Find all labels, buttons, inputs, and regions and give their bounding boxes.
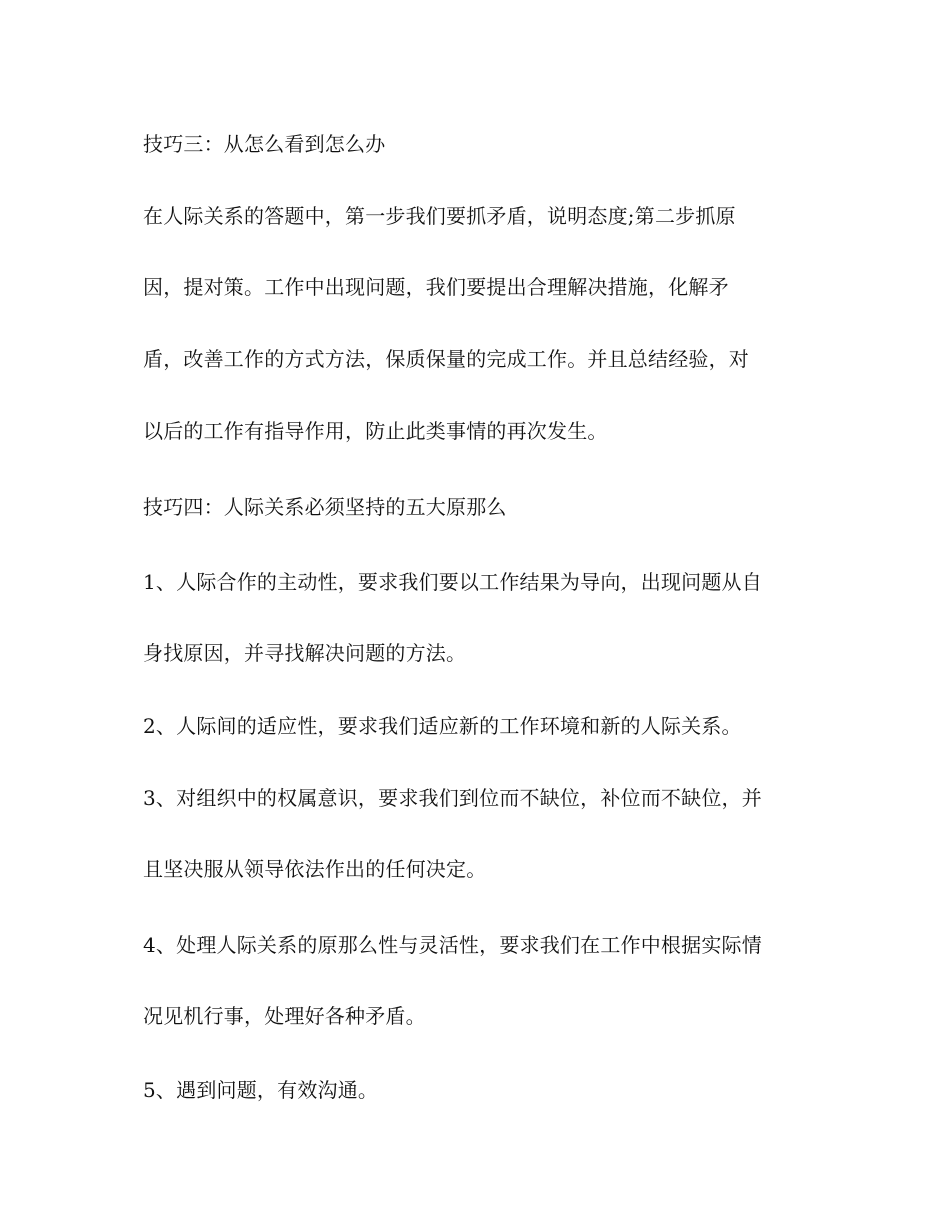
- list-item-1-line: 身找原因，并寻找解决问题的方法。: [143, 641, 467, 665]
- list-item-1-line: 1、人际合作的主动性，要求我们要以工作结果为导向，出现问题从自: [143, 570, 762, 594]
- heading-tip-three: 技巧三：从怎么看到怎么办: [143, 132, 386, 156]
- list-item-2: 2、人际间的适应性，要求我们适应新的工作环境和新的人际关系。: [143, 714, 742, 738]
- list-item-3-line: 3、对组织中的权属意识，要求我们到位而不缺位，补位而不缺位，并: [143, 786, 762, 810]
- list-item-4-line: 4、处理人际关系的原那么性与灵活性，要求我们在工作中根据实际情: [143, 933, 762, 957]
- list-item-3-line: 且坚决服从领导依法作出的任何决定。: [143, 857, 487, 881]
- paragraph-line: 因，提对策。工作中出现问题，我们要提出合理解决措施，化解矛: [143, 275, 729, 299]
- paragraph-line: 以后的工作有指导作用，防止此类事情的再次发生。: [143, 419, 608, 443]
- paragraph-line: 在人际关系的答题中，第一步我们要抓矛盾，说明态度;第二步抓原: [143, 204, 736, 228]
- list-item-5: 5、遇到问题，有效沟通。: [143, 1078, 379, 1102]
- heading-tip-four: 技巧四：人际关系必须坚持的五大原那么: [143, 495, 507, 519]
- list-item-4-line: 况见机行事，处理好各种矛盾。: [143, 1004, 426, 1028]
- paragraph-line: 盾，改善工作的方式方法，保质保量的完成工作。并且总结经验，对: [143, 347, 749, 371]
